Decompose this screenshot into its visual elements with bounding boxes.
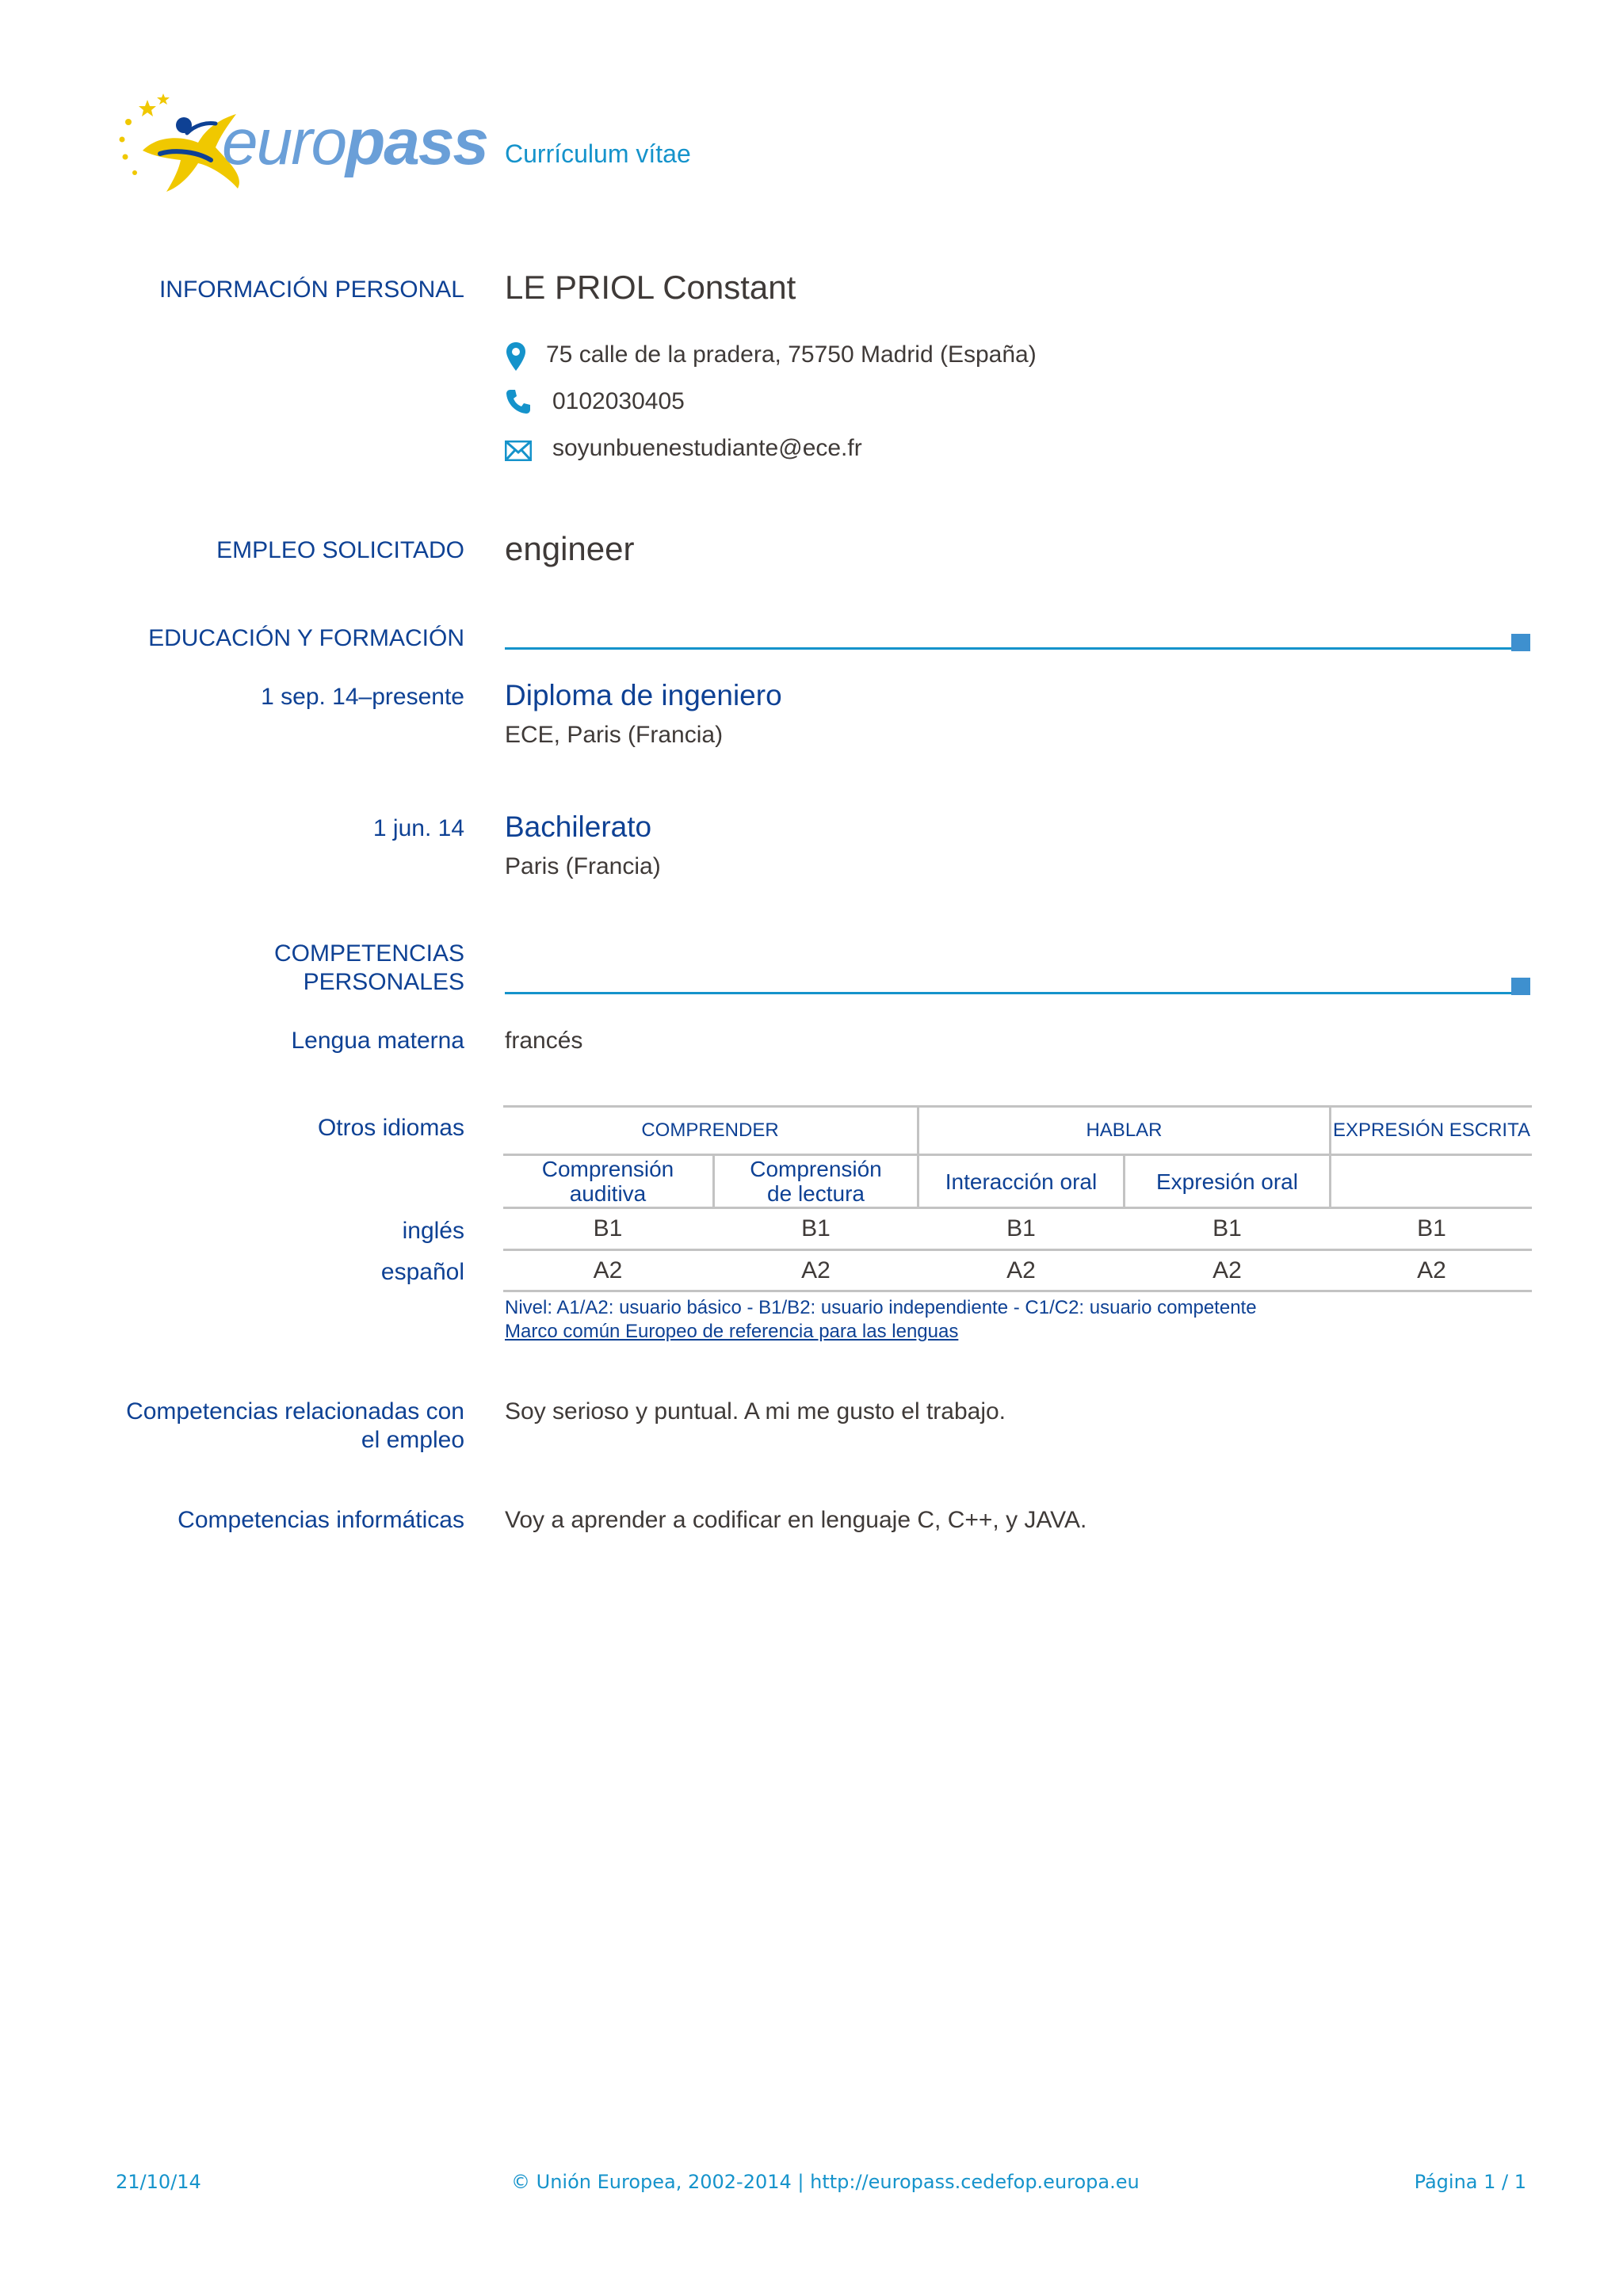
level-ingles-1: B1 [593,1215,623,1241]
skills-label-line2: PERSONALES [303,969,464,995]
group-header-expresion-escrita: EXPRESIÓN ESCRITA [1333,1119,1530,1141]
group-header-comprender: COMPRENDER [641,1119,779,1141]
education-place-1: ECE, Paris (Francia) [505,722,724,748]
language-ingles: inglés [402,1218,464,1244]
footer-page: Página 1 / 1 [1414,2171,1526,2193]
education-rule-square [1511,634,1530,651]
phone-icon [505,388,532,415]
it-skills-label: Competencias informáticas [178,1507,464,1533]
footer-date: 21/10/14 [116,2171,201,2193]
education-date-2: 1 jun. 14 [372,815,464,841]
skills-rule [505,992,1511,994]
location-icon [505,341,527,372]
level-ingles-4: B1 [1212,1215,1242,1241]
skills-label-line1: COMPETENCIAS [273,940,464,967]
skills-rule-square [1511,978,1530,995]
level-note: Nivel: A1/A2: usuario básico - B1/B2: usuario independiente - C1/C2: usuario competente [505,1297,1257,1318]
level-ingles-5: B1 [1417,1215,1446,1241]
education-place-2: Paris (Francia) [505,853,661,879]
level-ingles-3: B1 [1006,1215,1036,1241]
sub-header-comprension-auditiva: Comprensión auditiva [541,1157,674,1206]
group-header-hablar: HABLAR [1086,1119,1163,1141]
education-rule [505,647,1511,650]
other-languages-label: Otros idiomas [317,1115,464,1141]
it-skills-value: Voy a aprender a codificar en lenguaje C, C++, y JAVA. [505,1507,1087,1533]
job-skills-label-line2: el empleo [361,1427,464,1453]
mother-tongue-value: francés [505,1028,583,1054]
sub-header-expresion-oral: Expresión oral [1156,1169,1298,1194]
sub-header-interaccion-oral: Interacción oral [945,1169,1098,1194]
level-espanol-5: A2 [1417,1257,1446,1283]
job-value: engineer [505,530,635,567]
education-title-2: Bachilerato [505,810,652,843]
cefr-link[interactable]: Marco común Europeo de referencia para las lenguas [505,1321,959,1342]
level-espanol-4: A2 [1212,1257,1242,1283]
job-skills-value: Soy serioso y puntual. A mi me gusto el trabajo. [505,1398,1006,1425]
phone: 0102030405 [552,388,685,414]
education-label: EDUCACIÓN Y FORMACIÓN [148,625,464,651]
logo-euro: euro [222,106,346,178]
education-date-1: 1 sep. 14–presente [261,684,464,710]
mother-tongue-label: Lengua materna [291,1028,464,1054]
level-espanol-2: A2 [801,1257,831,1283]
address: 75 calle de la pradera, 75750 Madrid (España) [546,341,1037,368]
education-title-1: Diploma de ingeniero [505,679,782,711]
level-ingles-2: B1 [801,1215,831,1241]
personal-info-label: INFORMACIÓN PERSONAL [158,277,464,303]
email-icon [505,441,532,461]
sub-header-comprension-lectura: Comprensión de lectura [750,1157,882,1206]
email[interactable]: soyunbuenestudiante@ece.fr [552,435,862,461]
level-espanol-3: A2 [1006,1257,1036,1283]
document-title: Currículum vítae [505,139,691,168]
language-espanol: español [380,1259,464,1285]
europass-logo [111,87,488,198]
logo-pass: pass [346,106,488,178]
person-name: LE PRIOL Constant [505,269,796,306]
job-skills-label-line1: Competencias relacionadas con [126,1398,464,1425]
footer-copyright[interactable]: © Unión Europea, 2002-2014 | http://europass.cedefop.europa.eu [511,2171,1140,2193]
job-label: EMPLEO SOLICITADO [216,537,464,563]
level-espanol-1: A2 [593,1257,623,1283]
